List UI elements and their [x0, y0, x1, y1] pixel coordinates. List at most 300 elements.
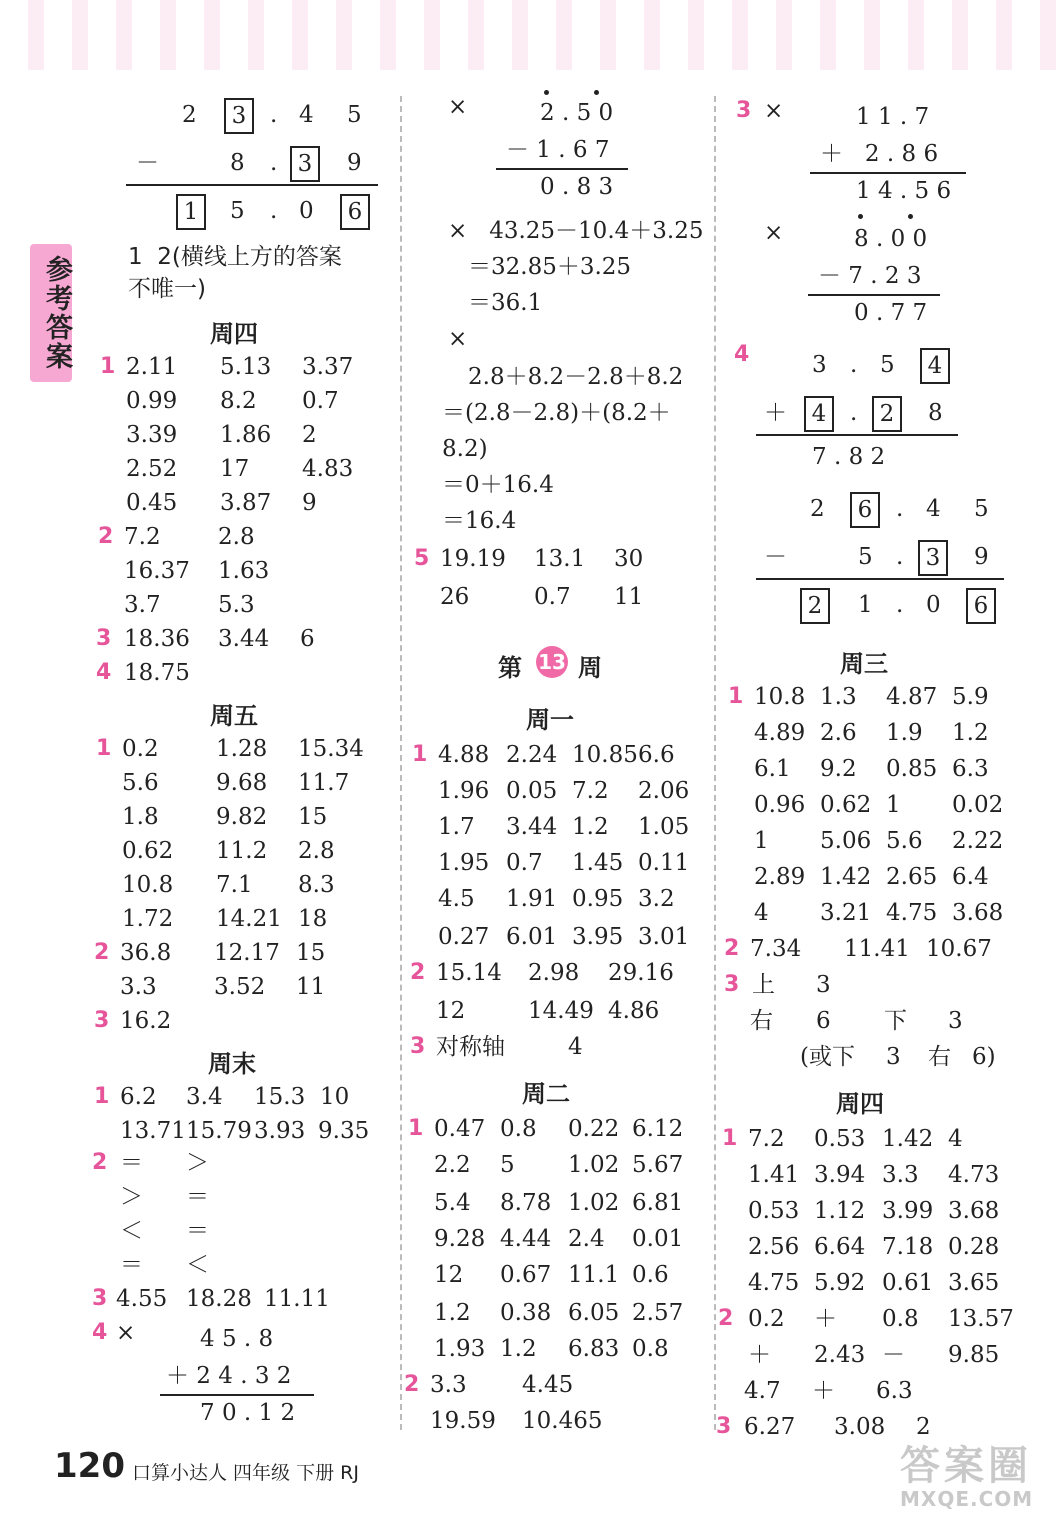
- answer-value: 3.37: [302, 354, 354, 380]
- question-number: 3: [736, 98, 752, 123]
- answer-value: 2.56: [748, 1234, 800, 1260]
- digit: 2: [810, 496, 825, 522]
- answer-value: 18.75: [124, 660, 190, 686]
- vertical-line: [160, 1394, 314, 1396]
- answer-value: 3.68: [948, 1198, 1000, 1224]
- answer-value: ＝: [120, 1150, 143, 1176]
- vertical-row: 0 . 8 3: [540, 174, 614, 200]
- page-number: 120: [54, 1446, 125, 1486]
- question-number: 2: [98, 524, 114, 549]
- answer-value: 0.95: [572, 886, 624, 912]
- digit: 9: [974, 544, 989, 570]
- answer-value: 29.16: [608, 960, 674, 986]
- calc-line: ＝36.1: [468, 290, 543, 316]
- answer-box: 1: [176, 194, 206, 230]
- section-heading: 周末: [208, 1050, 256, 1078]
- answer-value: －: [882, 1342, 905, 1368]
- answer-value: 6.12: [632, 1116, 684, 1142]
- answer-value: 2.43: [814, 1342, 866, 1368]
- answer-value: 0.11: [638, 850, 690, 876]
- answer-value: 8.2: [220, 388, 257, 414]
- digit: 5: [230, 198, 245, 224]
- question-number: 1: [408, 1116, 424, 1141]
- answer-value: ＝: [120, 1252, 143, 1278]
- vertical-row: － 1 . 6 7: [506, 137, 610, 163]
- answer-value: 3.93: [254, 1118, 306, 1144]
- answer-value: 0.8: [500, 1116, 537, 1142]
- answer-value: 0.22: [568, 1116, 620, 1142]
- answer-box: 3: [918, 540, 948, 576]
- answer-value: 1.2: [572, 814, 609, 840]
- answer-value: 4.7: [744, 1378, 781, 1404]
- answer-value: 1.9: [886, 720, 923, 746]
- answer-value: 6.2: [120, 1084, 157, 1110]
- answer-value: 4: [948, 1126, 963, 1152]
- answer-value: 2.6: [820, 720, 857, 746]
- answer-box: 6: [966, 588, 996, 624]
- answer-value: 4.44: [500, 1226, 552, 1252]
- column-divider: [714, 96, 716, 1430]
- answer-value: 3.08: [834, 1414, 886, 1440]
- answer-value: 2.98: [528, 960, 580, 986]
- vertical-line: [808, 294, 940, 296]
- answer-value: ＜: [186, 1252, 209, 1278]
- answer-value: 12.17: [214, 940, 280, 966]
- vertical-row: 7 . 8 2: [812, 444, 886, 470]
- calc-line: × 43.25－10.4＋3.25: [448, 218, 704, 244]
- digit: 4: [926, 496, 941, 522]
- question-number: 1: [94, 1084, 110, 1109]
- vertical-line: [756, 578, 1004, 580]
- answer-value: 4.87: [886, 684, 938, 710]
- question-number: 2: [404, 1372, 420, 1397]
- answer-value: 4.5: [438, 886, 475, 912]
- answer-value: 0.53: [814, 1126, 866, 1152]
- answer-value: 2.57: [632, 1300, 684, 1326]
- minus-sign: －: [136, 150, 159, 176]
- answer-value: ＜: [120, 1218, 143, 1244]
- answer-value: 14.21: [216, 906, 282, 932]
- answer-value: 3.4: [186, 1084, 223, 1110]
- answer-value: 3.68: [952, 900, 1004, 926]
- vertical-row: ＋ 2 . 8 6: [820, 141, 939, 167]
- answer-value: 11.11: [264, 1286, 330, 1312]
- answer-value: 7.18: [882, 1234, 934, 1260]
- answer-value: 15: [298, 804, 328, 830]
- answer-value: 5.92: [814, 1270, 866, 1296]
- vertical-row: 7 0 . 1 2: [200, 1400, 296, 1426]
- section-heading: 周五: [210, 702, 258, 730]
- answer-value: 11.2: [216, 838, 268, 864]
- answer-value: 13.71: [120, 1118, 186, 1144]
- answer-value: 5.06: [820, 828, 872, 854]
- answer-value: 0.27: [438, 924, 490, 950]
- answer-value: 2.89: [754, 864, 806, 890]
- digit: .: [270, 150, 278, 176]
- digit: 8: [928, 400, 943, 426]
- answer-value: 4: [568, 1034, 583, 1060]
- wrong-mark: ×: [764, 220, 784, 246]
- answer-value: 1.8: [122, 804, 159, 830]
- answer-value: 2.2: [434, 1152, 471, 1178]
- answer-value: 6.4: [952, 864, 989, 890]
- answer-value: 0.62: [122, 838, 174, 864]
- answer-value: 1.02: [568, 1190, 620, 1216]
- answer-value: 0.28: [948, 1234, 1000, 1260]
- answer-value: 6.64: [814, 1234, 866, 1260]
- answer-value: 0.7: [534, 584, 571, 610]
- answer-value: 5.3: [218, 592, 255, 618]
- answer-value: 0.2: [748, 1306, 785, 1332]
- answer-value: 4.45: [522, 1372, 574, 1398]
- answer-value: 3.52: [214, 974, 266, 1000]
- answer-value: 10.8: [754, 684, 806, 710]
- digit: .: [270, 198, 278, 224]
- digit: .: [270, 102, 278, 128]
- answer-value: 右: [928, 1044, 951, 1070]
- answer-value: 6.01: [506, 924, 558, 950]
- question-number: 4: [96, 660, 112, 685]
- answer-value: 0.8: [632, 1336, 669, 1362]
- answer-value: 下: [884, 1008, 907, 1034]
- answer-value: 17: [220, 456, 250, 482]
- digit: 8: [230, 150, 245, 176]
- answer-value: 1.41: [748, 1162, 800, 1188]
- question-number: 1: [728, 684, 744, 709]
- answer-value: 14.49: [528, 998, 594, 1024]
- answer-value: 对称轴: [436, 1034, 505, 1060]
- answer-value: 1.63: [218, 558, 270, 584]
- week-number-badge: 13: [536, 646, 568, 678]
- answer-value: 3.87: [220, 490, 272, 516]
- answer-value: 0.6: [632, 1262, 669, 1288]
- answer-value: 3.99: [882, 1198, 934, 1224]
- answer-value: 3.2: [638, 886, 675, 912]
- answer-value: 9.2: [820, 756, 857, 782]
- answer-box: 6: [850, 492, 880, 528]
- digit: 4: [299, 102, 314, 128]
- answer-value: 3.94: [814, 1162, 866, 1188]
- answer-value: 1.93: [434, 1336, 486, 1362]
- answer-value: 2.11: [126, 354, 178, 380]
- question-number: 2: [724, 936, 740, 961]
- answer-value: 11.7: [298, 770, 350, 796]
- digit: 3: [812, 352, 827, 378]
- answer-value: 9: [302, 490, 317, 516]
- answer-key-tab: 参考答案: [30, 244, 72, 382]
- answer-value: 4.73: [948, 1162, 1000, 1188]
- answer-value: 5: [500, 1152, 515, 1178]
- answer-value: 0.53: [748, 1198, 800, 1224]
- answer-value: 4.88: [438, 742, 490, 768]
- note: 1 2(横线上方的答案: [128, 244, 342, 270]
- vertical-row: 1 4 . 5 6: [856, 178, 952, 204]
- section-heading: 周三: [840, 650, 888, 678]
- answer-value: 10: [320, 1084, 350, 1110]
- answer-value: 5.9: [952, 684, 989, 710]
- answer-value: 2.65: [886, 864, 938, 890]
- answer-value: 13.57: [948, 1306, 1014, 1332]
- digit: 2: [182, 102, 197, 128]
- answer-value: 5.6: [886, 828, 923, 854]
- answer-box: 4: [804, 396, 834, 432]
- digit: 0: [299, 198, 314, 224]
- answer-value: 1.2: [952, 720, 989, 746]
- question-number: 2: [718, 1306, 734, 1331]
- answer-value: 0.45: [126, 490, 178, 516]
- answer-value: 6.05: [568, 1300, 620, 1326]
- carry-dot: [594, 90, 599, 95]
- answer-value: 10.465: [522, 1408, 603, 1434]
- answer-value: 4.89: [754, 720, 806, 746]
- question-number: 2: [410, 960, 426, 985]
- digit: .: [896, 544, 904, 570]
- calc-line: 2.8＋8.2－2.8＋8.2: [468, 364, 684, 390]
- answer-value: 0.85: [886, 756, 938, 782]
- section-heading: 周一: [526, 706, 574, 734]
- answer-value: 0.47: [434, 1116, 486, 1142]
- answer-value: 2.8: [298, 838, 335, 864]
- answer-value: 1.42: [820, 864, 872, 890]
- digit: 5: [858, 544, 873, 570]
- answer-value: 1.02: [568, 1152, 620, 1178]
- week-label: 第: [498, 654, 522, 682]
- answer-value: 7.34: [750, 936, 802, 962]
- section-heading: 周四: [210, 320, 258, 348]
- vertical-row: 1 1 . 7: [856, 104, 930, 130]
- book-title: 口算小达人 四年级 下册 RJ: [132, 1462, 359, 1484]
- answer-value: 2.22: [952, 828, 1004, 854]
- answer-value: 6.3: [876, 1378, 913, 1404]
- answer-value: 8.78: [500, 1190, 552, 1216]
- wrong-mark: ×: [448, 326, 468, 352]
- answer-value: 1.72: [122, 906, 174, 932]
- answer-value: 11.1: [568, 1262, 620, 1288]
- answer-value: 3.95: [572, 924, 624, 950]
- answer-value: 6: [300, 626, 315, 652]
- question-number: 4: [734, 342, 750, 367]
- answer-value: 15.79: [186, 1118, 252, 1144]
- question-number: 3: [94, 1008, 110, 1033]
- answer-value: 2.24: [506, 742, 558, 768]
- digit: .: [850, 352, 858, 378]
- answer-value: 3: [816, 972, 831, 998]
- answer-value: 3.01: [638, 924, 690, 950]
- answer-value: ＞: [120, 1184, 143, 1210]
- answer-value: 6.1: [754, 756, 791, 782]
- answer-value: 10.8: [122, 872, 174, 898]
- calc-line: ＝(2.8－2.8)＋(8.2＋: [442, 400, 671, 426]
- digit: 1: [858, 592, 873, 618]
- question-number: 3: [410, 1034, 426, 1059]
- answer-value: ＋: [814, 1306, 837, 1332]
- answer-value: 7.2: [124, 524, 161, 550]
- question-number: 1: [722, 1126, 738, 1151]
- watermark: 答案圈 MXQE.COM: [900, 1443, 1034, 1511]
- answer-value: 1.95: [438, 850, 490, 876]
- question-number: 3: [716, 1414, 732, 1439]
- question-number: 5: [414, 546, 430, 571]
- answer-value: 6.3: [952, 756, 989, 782]
- answer-value: 6.6: [638, 742, 675, 768]
- carry-dot: [858, 214, 863, 219]
- vertical-line: [126, 184, 378, 186]
- answer-value: 6: [816, 1008, 831, 1034]
- vertical-row: 0 . 7 7: [854, 300, 928, 326]
- answer-value: 16.2: [120, 1008, 172, 1034]
- answer-value: 3.65: [948, 1270, 1000, 1296]
- answer-value: ＋: [812, 1378, 835, 1404]
- answer-value: 6.81: [632, 1190, 684, 1216]
- answer-value: 1.2: [434, 1300, 471, 1326]
- answer-value: 0.96: [754, 792, 806, 818]
- answer-value: 19.59: [430, 1408, 496, 1434]
- section-heading: 周四: [836, 1090, 884, 1118]
- digit: 0: [926, 592, 941, 618]
- answer-value: 10.85: [572, 742, 638, 768]
- answer-value: 0.8: [882, 1306, 919, 1332]
- answer-value: 5.13: [220, 354, 272, 380]
- answer-value: 1.3: [820, 684, 857, 710]
- answer-value: 7.2: [572, 778, 609, 804]
- answer-value: ＞: [186, 1150, 209, 1176]
- answer-value: 9.35: [318, 1118, 370, 1144]
- answer-value: 2: [302, 422, 317, 448]
- question-number: 1: [100, 354, 116, 379]
- calc-line: ＝16.4: [442, 508, 517, 534]
- answer-value: 7.2: [748, 1126, 785, 1152]
- answer-value: ＋: [748, 1342, 771, 1368]
- answer-value: 1.28: [216, 736, 268, 762]
- answer-value: 1.2: [500, 1336, 537, 1362]
- answer-value: 3.3: [430, 1372, 467, 1398]
- answer-box: 4: [920, 348, 950, 384]
- answer-value: 10.67: [926, 936, 992, 962]
- answer-value: 1: [754, 828, 769, 854]
- answer-value: 0.05: [506, 778, 558, 804]
- calc-line: ＝0＋16.4: [442, 472, 554, 498]
- answer-value: 0.62: [820, 792, 872, 818]
- answer-value: 2: [916, 1414, 931, 1440]
- answer-value: 3.3: [120, 974, 157, 1000]
- answer-value: 3.3: [882, 1162, 919, 1188]
- digit: .: [896, 496, 904, 522]
- answer-value: 3.39: [126, 422, 178, 448]
- answer-value: 0.7: [302, 388, 339, 414]
- question-number: 3: [724, 972, 740, 997]
- answer-value: 15.34: [298, 736, 364, 762]
- answer-value: 1.05: [638, 814, 690, 840]
- question-number: 1: [412, 742, 428, 767]
- answer-value: 18.36: [124, 626, 190, 652]
- answer-value: 4.75: [748, 1270, 800, 1296]
- answer-box: 6: [340, 194, 370, 230]
- answer-value: 5.4: [434, 1190, 471, 1216]
- answer-value: 上: [752, 972, 775, 998]
- answer-value: 15.14: [436, 960, 502, 986]
- vertical-line: [756, 434, 958, 436]
- answer-value: 1.42: [882, 1126, 934, 1152]
- answer-value: 6): [972, 1044, 996, 1070]
- answer-value: 0.38: [500, 1300, 552, 1326]
- calc-line: ＝32.85＋3.25: [468, 254, 632, 280]
- answer-value: 36.8: [120, 940, 172, 966]
- answer-value: 11: [296, 974, 326, 1000]
- column-divider: [400, 96, 402, 1430]
- answer-value: 0.2: [122, 736, 159, 762]
- answer-value: 4: [754, 900, 769, 926]
- question-number: 3: [96, 626, 112, 651]
- answer-value: 6.83: [568, 1336, 620, 1362]
- answer-value: 右: [750, 1008, 773, 1034]
- answer-value: 18: [298, 906, 328, 932]
- answer-value: 16.37: [124, 558, 190, 584]
- vertical-row: 2 . 5 0: [540, 100, 614, 126]
- vertical-row: － 7 . 2 3: [818, 263, 922, 289]
- answer-value: 15: [296, 940, 326, 966]
- answer-box: 2: [800, 588, 830, 624]
- answer-value: 1.86: [220, 422, 272, 448]
- answer-value: 6.27: [744, 1414, 796, 1440]
- answer-value: 18.28: [186, 1286, 252, 1312]
- question-number: 3: [92, 1286, 108, 1311]
- question-number: 2: [92, 1150, 108, 1175]
- answer-value: 0.99: [126, 388, 178, 414]
- answer-value: 3: [886, 1044, 901, 1070]
- answer-value: 4.83: [302, 456, 354, 482]
- answer-value: 1.96: [438, 778, 490, 804]
- digit: 5: [974, 496, 989, 522]
- answer-value: 0.02: [952, 792, 1004, 818]
- digit: 5: [347, 102, 362, 128]
- vertical-row: 8 . 0 0: [854, 226, 928, 252]
- answer-value: ＝: [186, 1184, 209, 1210]
- answer-value: 9.28: [434, 1226, 486, 1252]
- answer-value: 13.1: [534, 546, 586, 572]
- carry-dot: [544, 90, 549, 95]
- answer-value: 9.85: [948, 1342, 1000, 1368]
- question-number: 2: [94, 940, 110, 965]
- answer-value: 1.45: [572, 850, 624, 876]
- answer-value: 0.67: [500, 1262, 552, 1288]
- answer-value: 3.21: [820, 900, 872, 926]
- answer-value: 9.82: [216, 804, 268, 830]
- calc-line: 8.2): [442, 436, 488, 462]
- question-number: 4: [92, 1320, 108, 1345]
- answer-value: 3.44: [506, 814, 558, 840]
- answer-value: 26: [440, 584, 470, 610]
- vertical-line: [810, 172, 966, 174]
- answer-value: 0.7: [506, 850, 543, 876]
- answer-value: 15.3: [254, 1084, 306, 1110]
- section-heading: 周二: [522, 1080, 570, 1108]
- answer-value: 0.01: [632, 1226, 684, 1252]
- top-decoration: [0, 0, 1063, 70]
- answer-value: 3: [948, 1008, 963, 1034]
- answer-value: (或下: [800, 1044, 855, 1070]
- answer-value: 0.61: [882, 1270, 934, 1296]
- vertical-line: [496, 168, 628, 170]
- answer-value: 11.41: [844, 936, 910, 962]
- answer-value: ×: [116, 1320, 136, 1346]
- answer-value: 4.86: [608, 998, 660, 1024]
- answer-value: 11: [614, 584, 644, 610]
- answer-value: 12: [436, 998, 466, 1024]
- question-number: 1: [96, 736, 112, 761]
- answer-value: 1.12: [814, 1198, 866, 1224]
- note: 不唯一): [128, 276, 206, 302]
- answer-value: 1: [886, 792, 901, 818]
